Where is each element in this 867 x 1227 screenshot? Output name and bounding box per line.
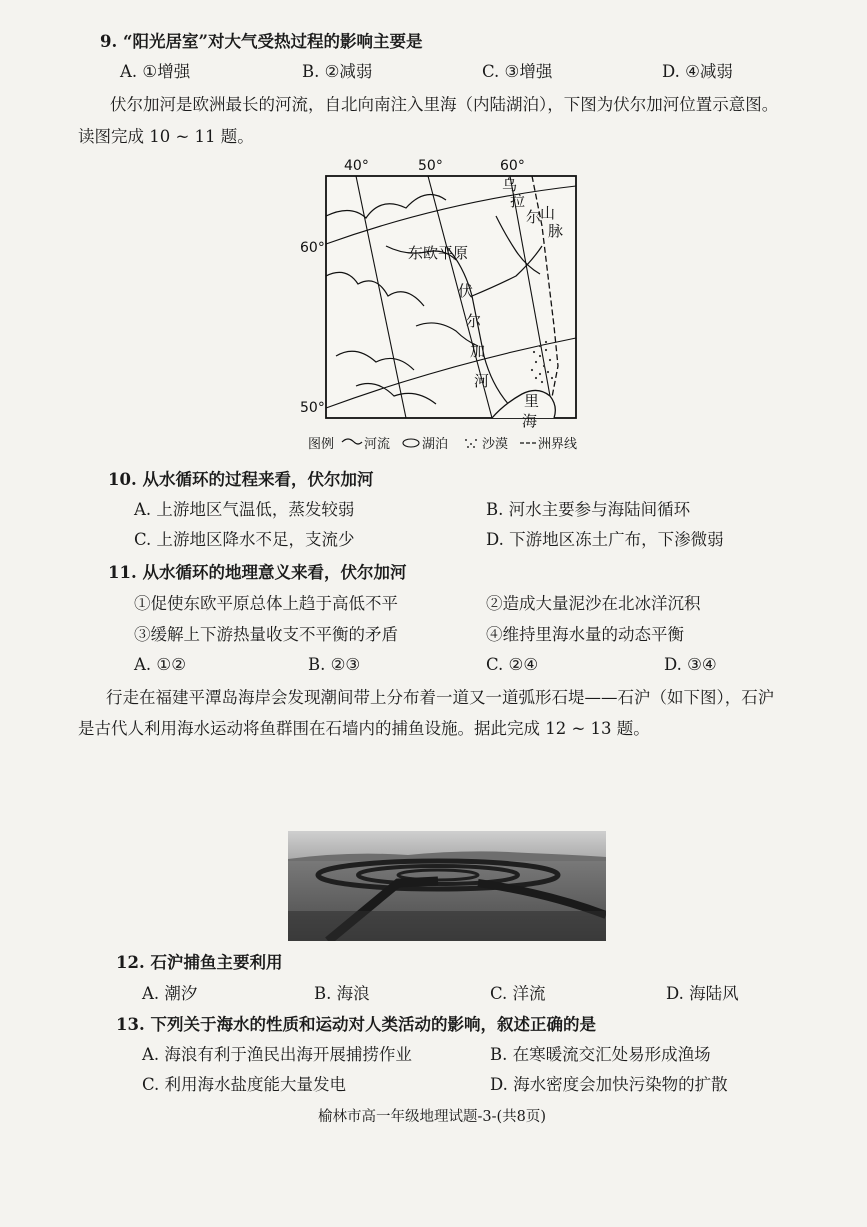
q12-option-d: D. 海陆风	[666, 984, 739, 1003]
q9-option-a: A. ①增强	[120, 62, 191, 81]
q11-option-b: B. ②③	[308, 655, 361, 674]
page-footer: 榆林市高一年级地理试题-3-(共8页)	[318, 1109, 547, 1125]
q10-option-a: A. 上游地区气温低，蒸发较弱	[134, 500, 355, 519]
q13-option-c: C. 利用海水盐度能大量发电	[142, 1075, 347, 1094]
q10-option-c: C. 上游地区降水不足，支流少	[134, 530, 355, 549]
legend-river-symbol	[342, 439, 362, 444]
q9-option-b: B. ②减弱	[302, 62, 373, 81]
q13-stem: 13. 下列关于海水的性质和运动对人类活动的影响，叙述正确的是	[116, 1015, 596, 1034]
plain-label: 东欧平原	[408, 244, 469, 262]
q10-option-b: B. 河水主要参与海陆间循环	[486, 500, 691, 519]
legend-desert: 沙漠	[482, 437, 509, 452]
sea-label-2: 海	[522, 412, 538, 430]
q11-option-d: D. ③④	[664, 655, 717, 674]
mountain-label-1: 乌	[502, 176, 518, 194]
q11-option-c: C. ②④	[486, 655, 539, 674]
q12-option-a: A. 潮汐	[142, 984, 198, 1003]
q11-statement-2: ②造成大量泥沙在北冰洋沉积	[486, 594, 701, 613]
q11-statement-4: ④维持里海水量的动态平衡	[486, 625, 684, 644]
q12-option-c: C. 洋流	[490, 984, 546, 1003]
river-label-1: 伏	[458, 282, 474, 300]
q11-statement-1: ①促使东欧平原总体上趋于高低不平	[134, 594, 398, 613]
sea-label-1: 里	[524, 392, 540, 410]
lat-label-60: 60°	[300, 240, 325, 256]
q13-option-d: D. 海水密度会加快污染物的扩散	[490, 1075, 728, 1094]
intro-10-11-line2: 读图完成 10 ~ 11 题。	[78, 127, 254, 146]
lat-label-50: 50°	[300, 400, 325, 416]
legend-lake: 湖泊	[422, 437, 449, 452]
legend-desert-symbol	[465, 439, 477, 448]
river-label-3: 加	[470, 342, 486, 360]
legend-lake-symbol	[403, 439, 419, 447]
q9-option-d: D. ④减弱	[662, 62, 733, 81]
lon-label-40: 40°	[344, 158, 369, 174]
q11-option-a: A. ①②	[134, 655, 186, 674]
q11-statement-3: ③缓解上下游热量收支不平衡的矛盾	[134, 625, 398, 644]
mountain-label-2: 拉	[510, 192, 526, 210]
lon-label-50: 50°	[418, 158, 443, 174]
intro-10-11-line1: 伏尔加河是欧洲最长的河流，自北向南注入里海（内陆湖泊），下图为伏尔加河位置示意图。	[110, 95, 779, 114]
q13-option-b: B. 在寒暖流交汇处易形成渔场	[490, 1045, 711, 1064]
q11-stem: 11. 从水循环的地理意义来看，伏尔加河	[108, 563, 407, 582]
river-label-4: 河	[474, 372, 490, 390]
legend-title: 图例	[308, 437, 335, 452]
legend-boundary: 洲界线	[538, 437, 578, 452]
q9-option-c: C. ③增强	[482, 62, 553, 81]
q10-option-d: D. 下游地区冻土广布，下渗微弱	[486, 530, 724, 549]
legend-river: 河流	[364, 437, 391, 452]
volga-location-map	[296, 156, 614, 454]
intro-12-13-line2: 是古代人利用海水运动将鱼群围在石墙内的捕鱼设施。据此完成 12 ~ 13 题。	[78, 719, 650, 738]
q9-stem: 9. “阳光居室”对大气受热过程的影响主要是	[100, 32, 423, 51]
intro-12-13-line1: 行走在福建平潭岛海岸会发现潮间带上分布着一道又一道弧形石堤——石沪（如下图），石沪	[106, 688, 775, 707]
q13-option-a: A. 海浪有利于渔民出海开展捕捞作业	[142, 1045, 412, 1064]
mountain-label-5: 脉	[548, 222, 564, 240]
q12-stem: 12. 石沪捕鱼主要利用	[116, 953, 283, 972]
mountain-label-3: 尔	[526, 208, 542, 226]
lon-label-60: 60°	[500, 158, 525, 174]
mountain-label-4: 山	[540, 204, 556, 222]
river-label-2: 尔	[466, 312, 482, 330]
stone-weir-photo	[288, 831, 606, 941]
q12-option-b: B. 海浪	[314, 984, 370, 1003]
q10-stem: 10. 从水循环的过程来看，伏尔加河	[108, 470, 374, 489]
